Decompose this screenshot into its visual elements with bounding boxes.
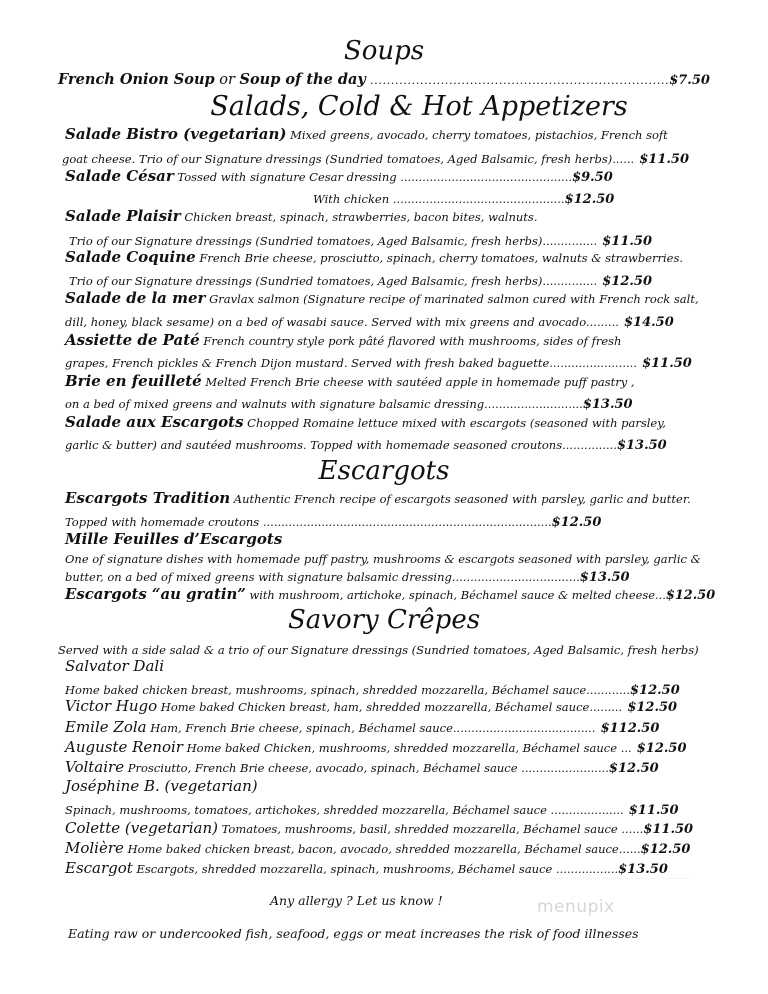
item-name: Molière [65, 839, 124, 857]
item-description: Trio of our Signature dressings (Sundried tomatoes, Aged Balsamic, fresh herbs)............... [69, 274, 598, 288]
menu-item-mille-feuilles-line3 [65, 568, 630, 584]
leader-dots: ........................................................................ [365, 73, 670, 87]
item-name: Emile Zola [65, 718, 147, 736]
item-price: $11.50 [643, 822, 694, 837]
menu-item-escargot-crepe [65, 860, 668, 876]
item-name: Salade César [65, 167, 174, 185]
section-title-crepes: Savory Crêpes [287, 605, 481, 635]
item-price: $12.50 [640, 842, 691, 857]
menu-item-soup [58, 73, 710, 88]
menu-item-victor-hugo [65, 698, 677, 714]
menu-item-colette [65, 820, 693, 836]
menu-item-salvator-dali [65, 658, 164, 674]
item-name: Soup of the day [239, 71, 366, 88]
item-description: Home baked Chicken breast, ham, shredded mozzarella, Béchamel sauce......... [157, 700, 623, 714]
item-price: $13.50 [579, 570, 630, 585]
item-description: Trio of our Signature dressings (Sundried tomatoes, Aged Balsamic, fresh herbs)............... [69, 234, 598, 248]
item-name: Salade aux Escargots [65, 413, 244, 431]
item-description: on a bed of mixed greens and walnuts with signature balsamic dressing........................... [65, 397, 583, 411]
item-description: Escargots, shredded mozzarella, spinach, mushrooms, Béchamel sauce ................. [132, 862, 619, 876]
item-price: $12.50 [564, 192, 615, 207]
menu-item-salvator-dali-line2 [65, 681, 680, 697]
item-price: $112.50 [600, 721, 660, 736]
item-name: Escargot [65, 859, 133, 877]
menu-item-mille-feuilles [65, 531, 282, 547]
item-description: Topped with homemade croutons ............................................................................... [65, 515, 552, 529]
menu-item-escargots-au-gratin [65, 586, 715, 602]
watermark-logo: menupix [537, 897, 615, 917]
item-description: Authentic French recipe of escargots seasoned with parsley, garlic and butter. [230, 492, 691, 506]
item-price: $12.50 [551, 515, 602, 530]
item-description: Chicken breast, spinach, strawberries, bacon bites, walnuts. [180, 210, 538, 224]
item-description: goat cheese. Trio of our Signature dressings (Sundried tomatoes, Aged Balsamic, fresh herbs)...... [62, 152, 635, 166]
menu-item-salade-cesar [65, 168, 613, 184]
menu-item-voltaire [65, 759, 659, 775]
item-name: Auguste Renoir [65, 738, 183, 756]
item-price: $13.50 [582, 397, 633, 412]
menu-item-salade-cesar-chicken [313, 190, 614, 206]
item-price: $12.50 [602, 274, 653, 289]
item-description: Gravlax salmon (Signature recipe of marinated salmon cured with French rock salt, [205, 292, 699, 306]
item-description: Home baked Chicken, mushrooms, shredded mozzarella, Béchamel sauce ... [182, 741, 632, 755]
menu-item-assiette-de-pate-line2 [65, 354, 692, 370]
item-name: Victor Hugo [65, 697, 158, 715]
item-description: garlic & butter) and sautéed mushrooms. Topped with homemade seasoned croutons............... [65, 438, 617, 452]
item-name: Brie en feuilleté [65, 372, 202, 390]
item-price: $11.50 [642, 356, 692, 371]
item-price: $7.50 [669, 73, 710, 88]
item-description: French Brie cheese, prosciutto, spinach, cherry tomatoes, walnuts & strawberries. [195, 251, 684, 265]
section-title-salads: Salads, Cold & Hot Appetizers [210, 91, 628, 122]
item-description: One of signature dishes with homemade puff pastry, mushrooms & escargots seasoned with parsley, garlic & [65, 552, 701, 566]
menu-item-salade-coquine [65, 249, 683, 265]
item-name: Salade Plaisir [65, 207, 181, 225]
item-price: $12.50 [636, 741, 687, 756]
item-name: Joséphine B. (vegetarian) [65, 777, 258, 795]
food-safety-warning: Eating raw or undercooked fish, seafood, eggs or meat increases the risk of food illnesses [68, 926, 639, 941]
menu-item-salade-aux-escargots-line2 [65, 436, 667, 452]
item-description: Tossed with signature Cesar dressing ............................................... [173, 170, 573, 184]
item-description: Prosciutto, French Brie cheese, avocado, spinach, Béchamel sauce ........................ [124, 761, 609, 775]
item-name: Salade Bistro (vegetarian) [65, 125, 287, 143]
section-title-escargots: Escargots [318, 456, 450, 486]
item-description: dill, honey, black sesame) on a bed of wasabi sauce. Served with mix greens and avocado......... [65, 315, 619, 329]
item-name: French Onion Soup [58, 71, 215, 88]
item-name: Colette (vegetarian) [65, 819, 218, 837]
item-description: grapes, French pickles & French Dijon mustard. Served with fresh baked baguette........................ [65, 356, 637, 370]
menu-item-brie-en-feuillete [65, 373, 635, 389]
menu-item-salade-aux-escargots [65, 414, 666, 430]
item-price: $12.50 [608, 761, 659, 776]
item-name: Voltaire [65, 758, 125, 776]
item-price: $11.50 [639, 152, 690, 167]
item-name: Escargots “au gratin” [65, 585, 246, 603]
menu-item-escargots-tradition [65, 490, 691, 506]
menu-item-salade-de-la-mer [65, 290, 699, 306]
item-name: Assiette de Paté [65, 331, 200, 349]
menu-item-escargots-tradition-line2 [65, 513, 601, 529]
item-name: Salvator Dali [65, 657, 164, 675]
item-description: Mixed greens, avocado, cherry tomatoes, pistachios, French soft [286, 128, 668, 142]
item-price: $14.50 [624, 315, 674, 330]
menu-item-salade-de-la-mer-line2 [65, 313, 674, 329]
menu-item-salade-coquine-line2 [69, 272, 652, 288]
section-subtitle-crepes [58, 641, 699, 657]
menu-item-brie-en-feuillete-line2 [65, 395, 633, 411]
item-description: butter, on a bed of mixed greens with signature balsamic dressing................................... [65, 570, 580, 584]
item-name: Salade Coquine [65, 248, 196, 266]
item-description: Melted French Brie cheese with sautéed apple in homemade puff pastry , [201, 375, 635, 389]
item-price: $11.50 [628, 803, 679, 818]
item-price: $12.50 [630, 683, 680, 698]
menu-item-assiette-de-pate [65, 332, 621, 348]
item-description: Chopped Romaine lettuce mixed with escargots (seasoned with parsley, [243, 416, 666, 430]
item-name: Salade de la mer [65, 289, 206, 307]
item-price: $13.50 [618, 862, 668, 877]
item-price: $9.50 [572, 170, 613, 185]
item-description: Tomatoes, mushrooms, basil, shredded mozzarella, Béchamel sauce ...... [217, 822, 644, 836]
item-name: Mille Feuilles d’Escargots [65, 530, 283, 548]
item-price: $11.50 [602, 234, 653, 249]
item-name: Escargots Tradition [65, 489, 231, 507]
item-option: With chicken ............................................... [313, 192, 565, 206]
menu-item-auguste-renoir [65, 739, 687, 755]
item-price: $13.50 [616, 438, 667, 453]
allergy-note: Any allergy ? Let us know ! [270, 893, 443, 908]
menu-item-josephine-b [65, 778, 258, 794]
item-description: French country style pork pâté flavored with mushrooms, sides of fresh [199, 334, 622, 348]
menu-item-josephine-b-line2 [65, 801, 679, 817]
item-price: $12.50 [627, 700, 678, 715]
menu-item-salade-bistro-line2 [62, 150, 689, 166]
item-description: Home baked chicken breast, mushrooms, spinach, shredded mozzarella, Béchamel sauce............ [65, 683, 630, 697]
menu-item-salade-plaisir-line2 [69, 232, 652, 248]
item-price: $12.50 [665, 588, 716, 603]
menu-item-mille-feuilles-line2 [65, 550, 701, 566]
item-description: Home baked chicken breast, bacon, avocado, shredded mozzarella, Béchamel sauce...... [123, 842, 641, 856]
menu-item-salade-plaisir [65, 208, 537, 224]
item-description: Ham, French Brie cheese, spinach, Béchamel sauce....................................... [146, 721, 596, 735]
item-description: Spinach, mushrooms, tomatoes, artichokes, shredded mozzarella, Béchamel sauce .................... [65, 803, 624, 817]
section-subtitle: Served with a side salad & a trio of our Signature dressings (Sundried tomatoes, Aged Balsamic, fresh herbs) [58, 643, 699, 657]
menu-item-moliere [65, 840, 690, 856]
menu-item-emile-zola [65, 719, 659, 735]
section-title-soups: Soups [343, 36, 425, 66]
watermark-decoration [540, 878, 690, 885]
item-connector: or [214, 72, 240, 88]
item-description: with mushroom, artichoke, spinach, Béchamel sauce & melted cheese... [245, 588, 666, 602]
menu-item-salade-bistro [65, 126, 668, 142]
